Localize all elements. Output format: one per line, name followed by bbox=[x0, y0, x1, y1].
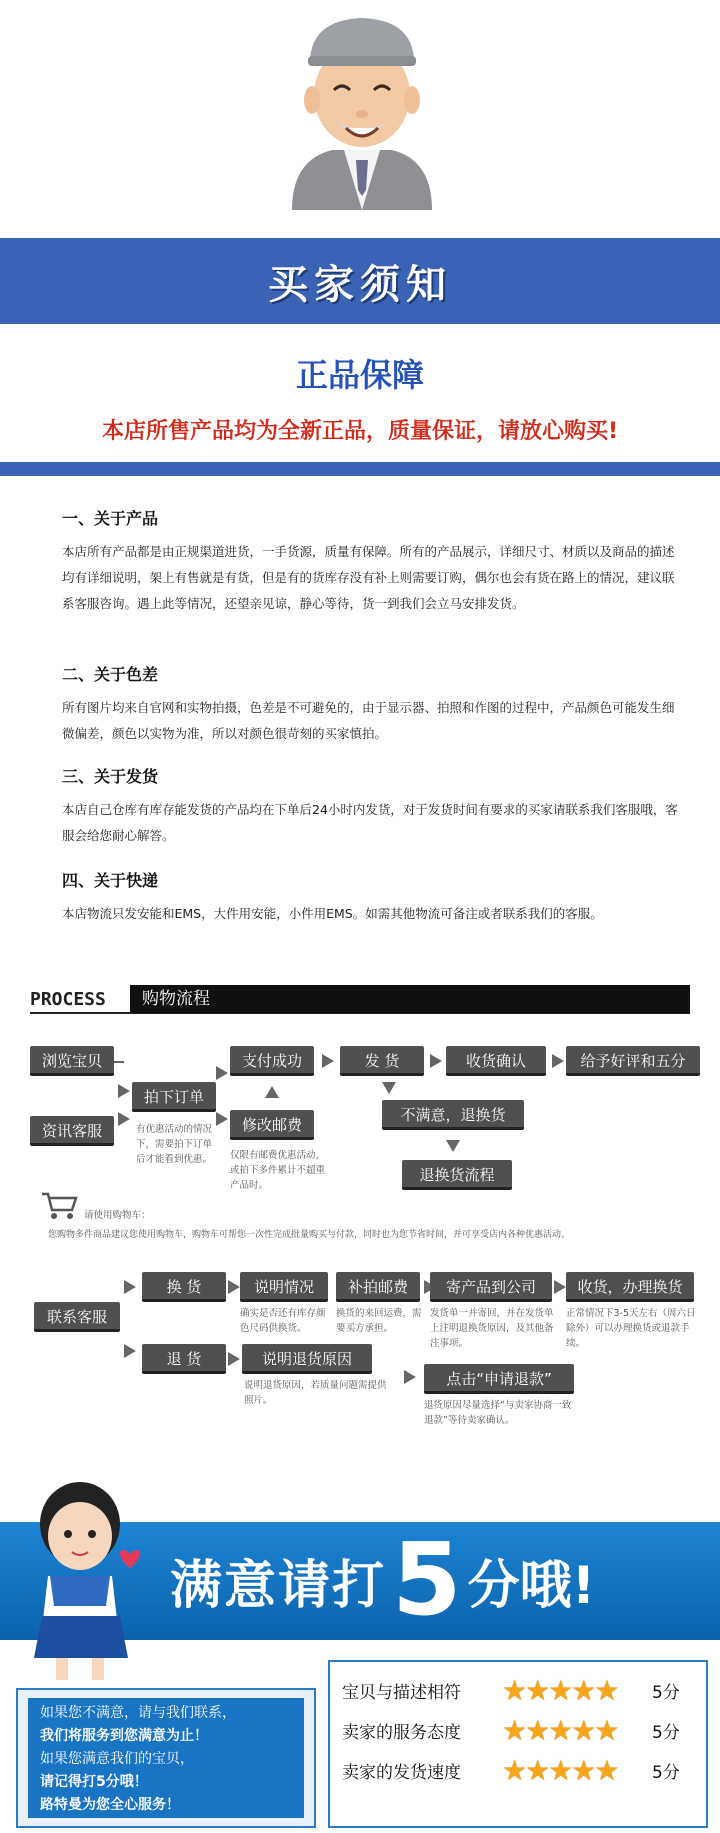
message-line: 请记得打5分哦！ bbox=[40, 1774, 148, 1790]
section-body: 本店物流只发安能和EMS，大件用安能，小件用EMS。如需其他物流可备注或者联系我们的客服。 bbox=[62, 906, 603, 921]
step-contact: 联系客服 bbox=[34, 1302, 120, 1332]
banner-number: 5 bbox=[392, 1521, 462, 1638]
cart-note: 您购物多件商品建议您使用购物车，购物车可帮您一次性完成批量购买与付款，同时也为您节省时间，并可享受店内各种优惠活动。 bbox=[48, 1230, 571, 1240]
step-consult: 资讯客服 bbox=[30, 1116, 114, 1146]
message-line: 我们将服务到您满意为止！ bbox=[40, 1728, 208, 1744]
page-title: 买家须知 bbox=[268, 261, 452, 308]
star-icon: ★★★★★ bbox=[502, 1753, 618, 1787]
message-line: 路特曼为您全心服务！ bbox=[40, 1797, 180, 1813]
arrow-right-icon bbox=[216, 1066, 228, 1080]
click-note: 退货原因尽量选择“与卖家协商一致退款”等待卖家确认。 bbox=[424, 1400, 572, 1426]
arrow-right-icon bbox=[118, 1112, 130, 1126]
arrow-down-icon bbox=[382, 1082, 396, 1094]
rating-label: 宝贝与描述相符 bbox=[342, 1682, 461, 1703]
section-product bbox=[62, 506, 682, 617]
arrow-right-icon bbox=[430, 1054, 442, 1068]
message-box bbox=[16, 1688, 316, 1828]
postage-note: 仅限有邮费优惠活动，或拍下多件累计不超重产品时。 bbox=[230, 1150, 326, 1191]
step-pay: 支付成功 bbox=[230, 1046, 314, 1076]
section-body: 本店所有产品都是由正规渠道进货，一手货源，质量有保障。所有的产品展示，详细尺寸、材质以及商品的描述均有详细说明，架上有售就是有货，但是有的货库存没有补上则需要订购，偶尔也会有货在路上的情况，建议联系客服咨询。遇上此等情况，还望亲见谅，静心等待，货一到我们会立马安排发货。 bbox=[62, 544, 675, 611]
arrow-right-icon bbox=[124, 1344, 136, 1358]
arrow-right-icon bbox=[228, 1280, 240, 1294]
rating-row bbox=[342, 1672, 694, 1708]
banner-text-1: 满意请打 bbox=[170, 1555, 387, 1616]
step-return-flow: 退换货流程 bbox=[402, 1160, 512, 1190]
receive-note: 正常情况下3-5天左右（周六日除外）可以办理换货或退款手续。 bbox=[566, 1308, 696, 1349]
rating-score: 5分 bbox=[652, 1682, 680, 1703]
arrow-right-icon bbox=[554, 1280, 566, 1294]
rating-score: 5分 bbox=[652, 1722, 680, 1743]
arrow-down-icon bbox=[446, 1140, 460, 1152]
message-line: 如果您不满意，请与我们联系， bbox=[40, 1705, 236, 1721]
arrow-right-icon bbox=[404, 1370, 416, 1384]
order-note: 有优惠活动的情况下，需要拍下订单后才能看到优惠。 bbox=[136, 1124, 213, 1165]
step-shipfee: 补拍邮费 bbox=[336, 1272, 420, 1302]
rating-label: 卖家的发货速度 bbox=[342, 1762, 461, 1783]
service-avatar-image bbox=[282, 10, 442, 215]
shipfee-note: 换货的来回运费，需要买方承担。 bbox=[336, 1308, 422, 1334]
star-icon: ★★★★★ bbox=[502, 1673, 618, 1707]
step-explain: 说明情况 bbox=[240, 1272, 328, 1302]
guarantee-promise: 本店所售产品均为全新正品，质量保证，请放心购买! bbox=[101, 419, 619, 444]
section-heading: 二、关于色差 bbox=[62, 665, 159, 684]
connector bbox=[114, 1061, 124, 1063]
step-reason: 说明退货原因 bbox=[242, 1344, 372, 1374]
rating-score: 5分 bbox=[652, 1762, 680, 1783]
step-exchange: 换 货 bbox=[142, 1272, 226, 1302]
step-postage: 修改邮费 bbox=[230, 1110, 314, 1140]
section-body: 本店自己仓库有库存能发货的产品均在下单后24小时内发货，对于发货时间有要求的买家请联系我们客服哦，客服会给您耐心解答。 bbox=[62, 802, 678, 843]
section-heading: 一、关于产品 bbox=[62, 509, 159, 528]
step-ship: 发 货 bbox=[340, 1046, 424, 1076]
section-heading: 四、关于快递 bbox=[62, 871, 159, 890]
step-review: 给予好评和五分 bbox=[566, 1046, 700, 1076]
step-browse: 浏览宝贝 bbox=[30, 1046, 114, 1076]
step-return: 退 货 bbox=[142, 1344, 226, 1374]
explain-note: 确实是否还有库存颜色尺码供换货。 bbox=[240, 1308, 326, 1334]
section-color bbox=[62, 662, 682, 747]
rating-row bbox=[342, 1752, 694, 1788]
send-note: 发货单一并寄回，并在发货单上注明退换货原因，及其他备注事项。 bbox=[430, 1308, 554, 1349]
arrow-right-icon bbox=[124, 1280, 136, 1294]
process-label-en: PROCESS bbox=[30, 988, 106, 1010]
rating-label: 卖家的服务态度 bbox=[342, 1722, 461, 1743]
service-girl-image bbox=[10, 1476, 160, 1686]
step-confirm: 收货确认 bbox=[446, 1046, 546, 1076]
arrow-right-icon bbox=[216, 1112, 228, 1126]
process-header bbox=[30, 986, 690, 1014]
step-click-refund: 点击“申请退款” bbox=[424, 1364, 574, 1394]
message-line: 如果您满意我们的宝贝， bbox=[40, 1751, 194, 1767]
divider-band bbox=[0, 462, 720, 476]
star-icon: ★★★★★ bbox=[502, 1713, 618, 1747]
banner-text-2: 分哦! bbox=[467, 1555, 596, 1616]
arrow-up-icon bbox=[265, 1086, 279, 1098]
cart-icon bbox=[40, 1190, 80, 1220]
rating-row bbox=[342, 1712, 694, 1748]
section-heading: 三、关于发货 bbox=[62, 767, 159, 786]
section-express bbox=[62, 868, 682, 927]
arrow-right-icon bbox=[552, 1054, 564, 1068]
step-send: 寄产品到公司 bbox=[430, 1272, 552, 1302]
arrow-right-icon bbox=[118, 1084, 130, 1098]
notice-title-band bbox=[0, 238, 720, 324]
section-body: 所有图片均来自官网和实物拍摄，色差是不可避免的，由于显示器、拍照和作图的过程中，产品颜色可能发生细微偏差，颜色以实物为准，所以对颜色很苛刻的买家慎拍。 bbox=[62, 700, 675, 741]
arrow-right-icon bbox=[322, 1054, 334, 1068]
ratings-box bbox=[328, 1660, 708, 1828]
guarantee-title: 正品保障 bbox=[295, 356, 424, 394]
arrow-right-icon bbox=[228, 1352, 240, 1366]
process-label-cn: 购物流程 bbox=[130, 985, 690, 1013]
step-unhappy: 不满意，退换货 bbox=[382, 1100, 524, 1130]
step-receive: 收货，办理换货 bbox=[566, 1272, 694, 1302]
step-order: 拍下订单 bbox=[132, 1082, 216, 1112]
rating-banner-text bbox=[170, 1521, 720, 1638]
cart-label: 请使用购物车： bbox=[84, 1210, 151, 1221]
reason-note: 说明退货原因，若质量问题需提供照片。 bbox=[244, 1380, 387, 1406]
section-shipping bbox=[62, 764, 682, 849]
